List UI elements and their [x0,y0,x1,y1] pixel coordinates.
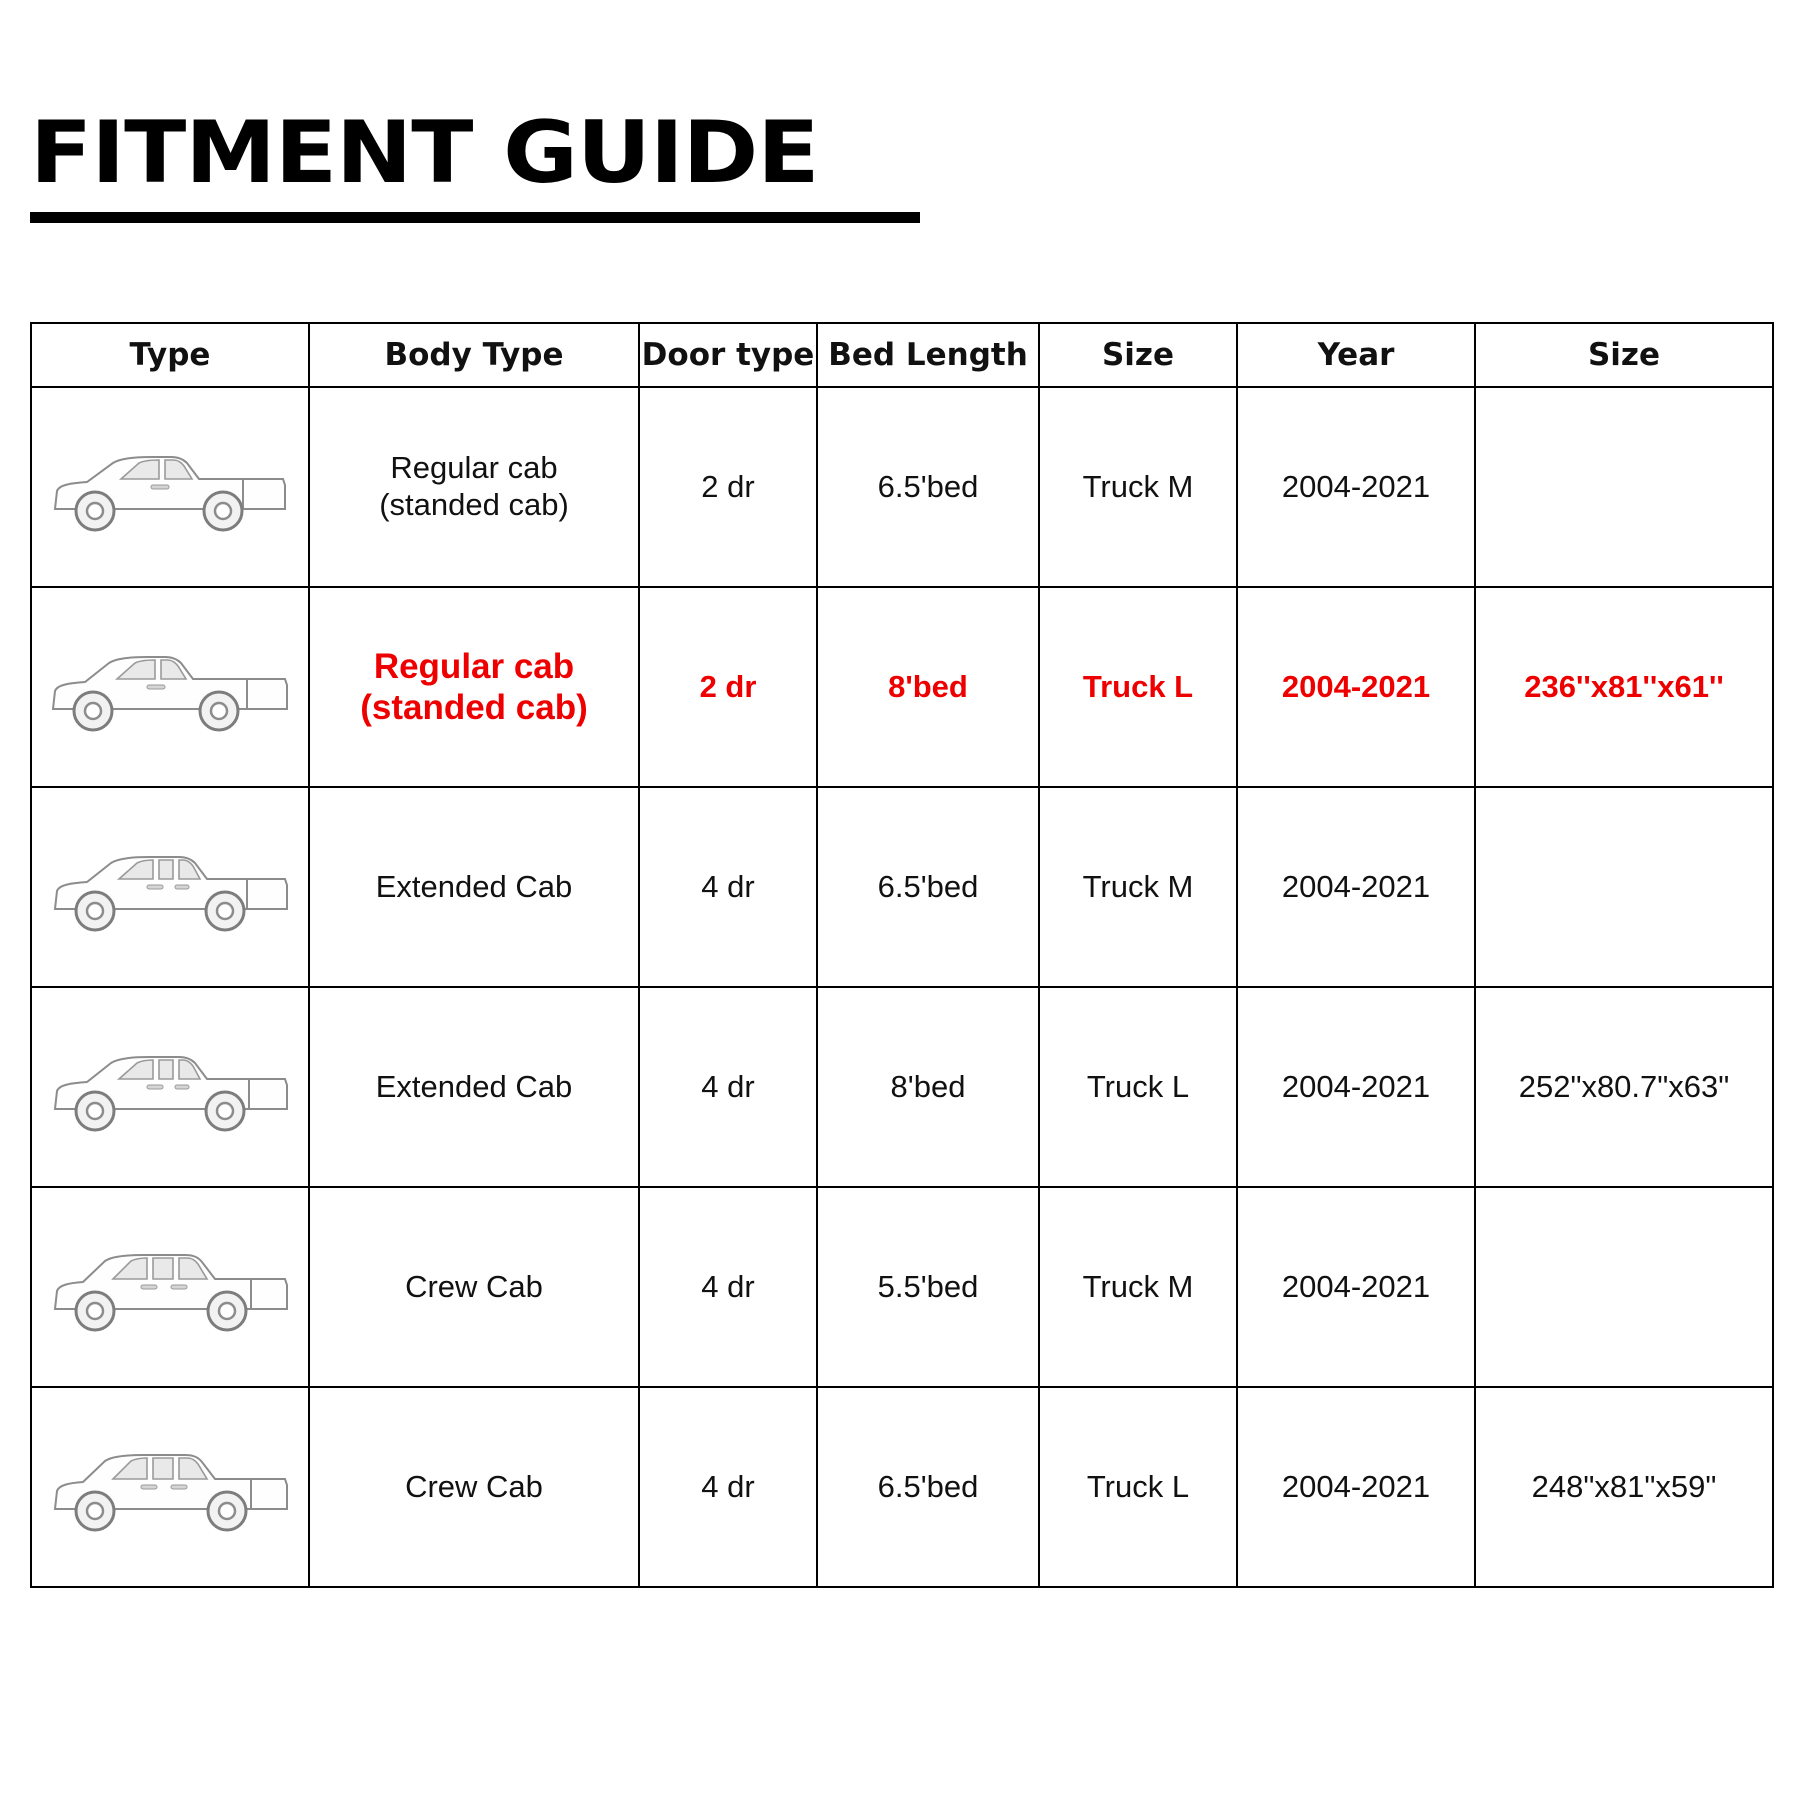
table-header [31,323,1773,387]
column-header-type: Type [31,323,309,387]
body-type-primary: Crew Cab [405,1468,543,1504]
size-cell: Truck L [1039,587,1237,787]
fitment-table [30,322,1774,1588]
table-row [31,387,1773,587]
table-row [31,787,1773,987]
bed-length-cell: 6.5'bed [817,787,1039,987]
dimensions-cell-empty [1475,1187,1773,1387]
bed-length-cell: 8'bed [817,987,1039,1187]
table-row [31,987,1773,1187]
dimensions-cell-empty [1475,387,1773,587]
column-header-body-type: Body Type [309,323,639,387]
truck-illustration-cell [31,987,309,1187]
body-type-cell [309,1387,639,1587]
title-block [30,103,1030,223]
size-cell: Truck M [1039,787,1237,987]
door-type-cell: 4 dr [639,1187,817,1387]
year-cell: 2004-2021 [1237,587,1475,787]
body-type-cell [309,787,639,987]
truck-illustration-cell [31,787,309,987]
pickup-truck-regular-cab-icon [47,633,293,741]
table-row-highlighted [31,587,1773,787]
door-type-cell: 4 dr [639,787,817,987]
body-type-secondary: (standed cab) [379,487,569,522]
truck-illustration-cell [31,1387,309,1587]
pickup-truck-extended-cab-icon [47,1033,293,1141]
year-cell: 2004-2021 [1237,387,1475,587]
year-cell: 2004-2021 [1237,1387,1475,1587]
body-type-cell [309,387,639,587]
column-header-bed-length: Bed Length [817,323,1039,387]
column-header-door-type: Door type [639,323,817,387]
door-type-cell: 4 dr [639,1387,817,1587]
body-type-primary: Regular cab [390,450,558,486]
dimensions-cell-empty [1475,787,1773,987]
size-cell: Truck M [1039,1187,1237,1387]
size-cell: Truck L [1039,1387,1237,1587]
door-type-cell: 2 dr [639,387,817,587]
title-underline [30,212,920,223]
bed-length-cell: 8'bed [817,587,1039,787]
dimensions-cell: 236''x81''x61'' [1475,587,1773,787]
bed-length-cell: 6.5'bed [817,1387,1039,1587]
dimensions-cell: 248"x81"x59" [1475,1387,1773,1587]
bed-length-cell: 5.5'bed [817,1187,1039,1387]
year-cell: 2004-2021 [1237,987,1475,1187]
truck-illustration-cell [31,587,309,787]
year-cell: 2004-2021 [1237,787,1475,987]
pickup-truck-regular-cab-icon [47,433,293,541]
truck-illustration-cell [31,1187,309,1387]
truck-illustration-cell [31,387,309,587]
door-type-cell: 4 dr [639,987,817,1187]
body-type-cell [309,1187,639,1387]
pickup-truck-crew-cab-icon [47,1233,293,1341]
body-type-primary: Crew Cab [405,1268,543,1304]
size-cell: Truck M [1039,387,1237,587]
column-header-year: Year [1237,323,1475,387]
body-type-primary: Extended Cab [375,868,573,904]
body-type-secondary: (standed cab) [360,688,588,727]
body-type-cell [309,587,639,787]
door-type-cell: 2 dr [639,587,817,787]
bed-length-cell: 6.5'bed [817,387,1039,587]
body-type-cell [309,987,639,1187]
fitment-table-wrapper [30,322,1772,1588]
table-row [31,1187,1773,1387]
pickup-truck-crew-cab-icon [47,1433,293,1541]
body-type-primary: Extended Cab [375,1068,573,1104]
size-cell: Truck L [1039,987,1237,1187]
dimensions-cell: 252"x80.7"x63" [1475,987,1773,1187]
pickup-truck-extended-cab-icon [47,833,293,941]
table-body [31,387,1773,1587]
column-header-dimensions: Size [1475,323,1773,387]
page-title: FITMENT GUIDE [30,103,819,203]
year-cell: 2004-2021 [1237,1187,1475,1387]
body-type-primary: Regular cab [373,646,575,686]
table-header-row [31,323,1773,387]
table-row [31,1387,1773,1587]
column-header-size: Size [1039,323,1237,387]
